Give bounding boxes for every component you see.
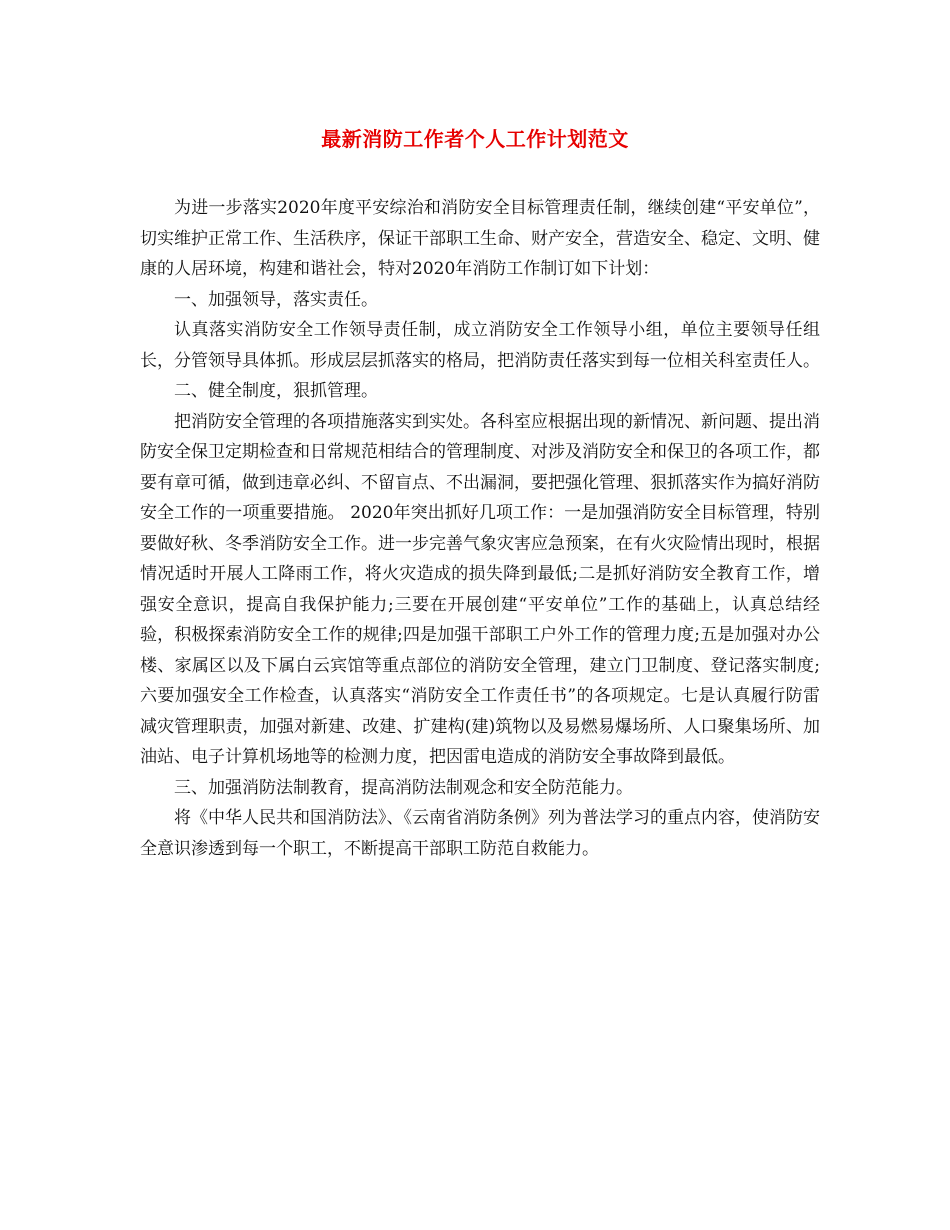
section-heading-2: 二、健全制度，狠抓管理。 — [174, 381, 378, 401]
section-heading-1: 一、加强领导，落实责任。 — [174, 289, 378, 310]
section-heading-3: 三、加强消防法制教育，提高消防法制观念和安全防范能力。 — [174, 777, 633, 798]
document-body — [140, 193, 820, 864]
paragraph-section-3: 将《中华人民共和国消防法》、《云南省消防条例》列为普法学习的重点内容，使消防安全意识渗透到每一个职工，不断提高干部职工防范自救能力。 — [140, 808, 820, 859]
paragraph-section-2: 把消防安全管理的各项措施落实到实处。各科室应根据出现的新情况、新问题、提出消防安全保卫定期检查和日常规范相结合的管理制度、对涉及消防安全和保卫的各项工作，都要有章可循，做到违章必纠、不留盲点、不出漏洞，要把强化管理、狠抓落实作为搞好消防安全工作的一项重要措施。 2020年突出抓好几项工作：一是加强消防安全目标管理，特别要做好秋、冬季消防安全工作。进一步完善气象灾害应急预案，在有火灾险情出现时，根据情况适时开展人工降雨工作，将火灾造成的损失降到最低;二是抓好消防安全教育工作，增强安全意识，提高自我保护能力;三要在开展创建“平安单位”工作的基础上，认真总结经验，积极探索消防安全工作的规律;四是加强干部职工户外工作的管理力度;五是加强对办公楼、家属区以及下属白云宾馆等重点部位的消防安全管理，建立门卫制度、登记落实制度;六要加强安全工作检查，认真落实“消防安全工作责任书”的各项规定。七是认真履行防雷减灾管理职责，加强对新建、改建、扩建构(建)筑物以及易燃易爆场所、人口聚集场所、加油站、电子计算机场地等的检测力度，把因雷电造成的消防安全事故降到最低。 — [140, 411, 820, 767]
document-title: 最新消防工作者个人工作计划范文 — [321, 127, 629, 151]
paragraph-intro: 为进一步落实2020年度平安综治和消防安全目标管理责任制，继续创建“平安单位”，切实维护正常工作、生活秩序，保证干部职工生命、财产安全，营造安全、稳定、文明、健康的人居环境，构建和谐社会，特对2020年消防工作制订如下计划： — [140, 198, 820, 279]
paragraph-section-1: 认真落实消防安全工作领导责任制，成立消防安全工作领导小组，单位主要领导任组长，分管领导具体抓。形成层层抓落实的格局，把消防责任落实到每一位相关科室责任人。 — [140, 320, 820, 371]
